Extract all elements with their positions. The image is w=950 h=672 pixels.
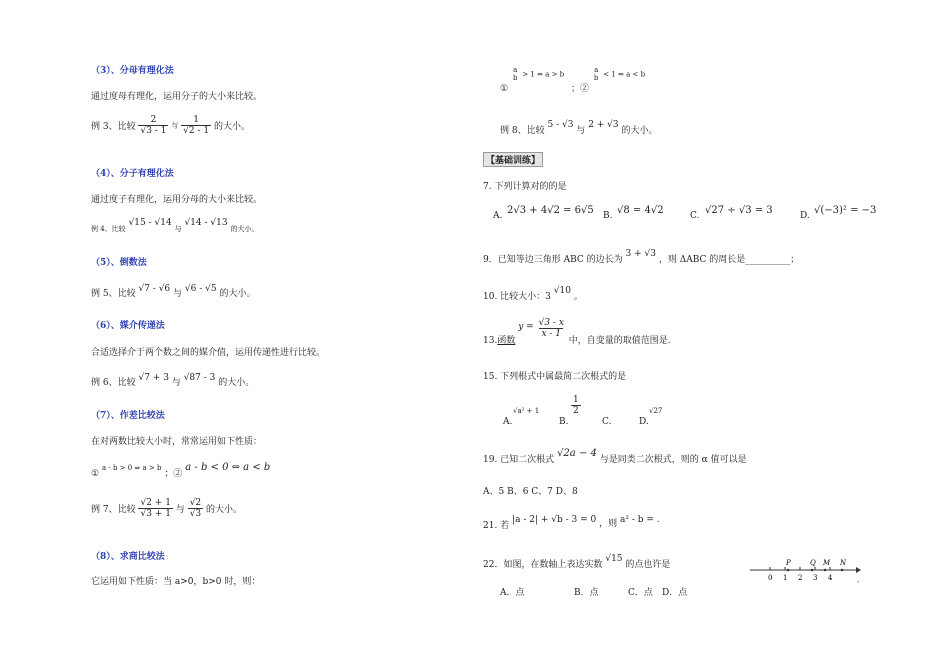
section-7-desc: 在对两数比较大小时，常常运用如下性质： — [91, 437, 263, 447]
example-6-expr-2: √87 - 3 — [183, 373, 216, 383]
question-10-expr: √10 — [553, 286, 571, 296]
example-7-prefix: 例 7、比较 — [91, 505, 136, 515]
question-19-expr: √2a − 4 — [557, 448, 597, 459]
question-21-expr: |a - 2| + √b - 3 = 0 — [512, 515, 597, 525]
property-2: a - b < 0 ⇔ a < b — [185, 462, 271, 473]
point-marker — [787, 569, 790, 572]
example-8-joiner: 与 — [576, 126, 586, 136]
example-6-joiner: 与 — [171, 378, 181, 388]
axis-tick-label: 3 — [813, 574, 818, 582]
question-7-options — [493, 205, 877, 225]
question-15-stem: 15. 下列根式中属最简二次根式的是 — [483, 372, 627, 382]
fraction-numerator: √2 — [189, 498, 202, 508]
question-22-prefix: 22．如图，在数轴上表达实数 — [483, 560, 603, 570]
question-22-expr: √15 — [605, 554, 623, 564]
option-d-label: D. — [800, 211, 810, 221]
example-7-fraction-2 — [188, 498, 203, 519]
fraction-denominator: b — [512, 74, 518, 82]
option-b-fraction — [571, 395, 581, 416]
option-c-label: C. — [690, 211, 700, 221]
option-b-expr: √8 = 4√2 — [617, 205, 664, 216]
section-8-heading: （8）、求商比较法 — [91, 552, 165, 562]
fraction-numerator: 2 — [150, 115, 157, 125]
property-line-7 — [91, 460, 271, 479]
question-7-stem: 7. 下列计算对的的是 — [483, 182, 567, 192]
question-19-options: A、5 B、6 C、7 D、8 — [483, 487, 578, 497]
example-4-joiner: 与 — [174, 225, 182, 233]
question-13-fraction — [537, 318, 566, 339]
axis-tick-label: 0 — [768, 574, 773, 582]
example-4-prefix: 例 4、比较 — [91, 225, 126, 233]
question-22 — [483, 551, 671, 570]
axis-tick-label: 1 — [783, 574, 788, 582]
question-22-options — [500, 585, 700, 599]
number-line-arrow-icon — [856, 567, 861, 573]
example-6-prefix: 例 6、比较 — [91, 378, 136, 388]
question-21 — [483, 512, 660, 531]
example-5 — [91, 281, 256, 299]
example-3-suffix: 的大小。 — [214, 122, 251, 132]
section-3-heading: （3）、分母有理化法 — [91, 66, 174, 76]
option-d-expr: √(−3)² = −3 — [814, 205, 877, 216]
point-marker — [824, 569, 827, 572]
fraction-denominator: √3 - 1 — [140, 126, 167, 136]
section-8-desc: 它运用如下性质：当 a>0，b>0 时，则： — [91, 577, 261, 587]
property-sep: ；② — [571, 83, 590, 94]
example-3-fraction-1 — [138, 115, 168, 136]
example-4 — [91, 218, 259, 233]
point-label: Q — [810, 559, 816, 567]
point-marker — [811, 569, 814, 572]
example-8-expr-2: 2 + √3 — [588, 120, 619, 130]
section-5-heading: （5）、倒数法 — [91, 258, 147, 268]
fraction-numerator: 1 — [193, 115, 200, 125]
option-c: C．点 — [628, 588, 653, 598]
question-10-prefix: 10. 比较大小：3 — [483, 292, 551, 302]
question-13-prefix: 13. — [483, 336, 498, 346]
fraction-denominator: b — [593, 74, 599, 82]
basic-training-tag: 【基础训练】 — [483, 152, 543, 167]
fraction-denominator: √3 — [189, 509, 202, 519]
option-c-label: C. — [602, 417, 612, 427]
option-a-label: A. — [503, 417, 513, 427]
point-label: P — [786, 559, 791, 567]
example-8-expr-1: 5 - √3 — [547, 120, 574, 130]
fraction-denominator: 2 — [573, 406, 579, 416]
question-13-suffix: 中，自变量的取值范围是. — [568, 336, 671, 346]
fraction-denominator: √3 + 1 — [140, 509, 171, 519]
example-7-joiner: 与 — [175, 505, 185, 515]
question-15-options — [503, 395, 723, 425]
example-3-joiner: 与 — [171, 121, 179, 130]
example-7-fraction-1 — [138, 498, 172, 519]
option-c-expr: √27 ÷ √3 = 3 — [705, 205, 773, 216]
question-9 — [483, 246, 800, 265]
question-9-expr: 3 + √3 — [625, 249, 656, 259]
function-link[interactable]: 函数 — [497, 336, 516, 346]
fraction-numerator: a — [513, 66, 518, 74]
question-21-expr-2: a² - b = — [619, 515, 654, 525]
option-a-expr: 2√3 + 4√2 = 6√5 — [507, 205, 594, 216]
question-10-suffix: 。 — [573, 292, 583, 302]
question-21-mid: ，则 — [599, 519, 618, 529]
fraction-numerator: √3 - x — [538, 318, 564, 328]
section-7-heading: （7）、作差比较法 — [91, 411, 165, 421]
example-5-joiner: 与 — [173, 289, 183, 299]
example-6-expr-1: √7 + 3 — [138, 373, 169, 383]
fraction-denominator: √2 - 1 — [183, 126, 210, 136]
option-d-label: D. — [639, 417, 649, 427]
example-3 — [91, 115, 250, 136]
section-3-desc: 通过度母有理化，运用分子的大小来比较。 — [91, 92, 263, 102]
point-marker — [841, 569, 844, 572]
example-5-expr-2: √6 - √5 — [184, 284, 217, 294]
example-5-suffix: 的大小。 — [219, 289, 256, 299]
point-label: M — [823, 559, 831, 567]
section-4-heading: （4）、分子有理化法 — [91, 169, 174, 179]
question-9-suffix: ，则 ΔABC 的周长是__________； — [658, 255, 800, 265]
section-6-desc: 合适选择介于两个数之间的媒介值，运用传递性进行比较。 — [91, 348, 326, 358]
option-b: B．点 — [574, 588, 599, 598]
question-10 — [483, 283, 583, 302]
question-21-suffix: . — [656, 515, 660, 525]
section-6-heading: （6）、媒介传递法 — [91, 321, 165, 331]
example-8-prefix: 例 8、比较 — [500, 126, 545, 136]
example-7 — [91, 498, 242, 519]
fraction-denominator: x - 1 — [541, 329, 562, 339]
quotient-property-2: < 1 ⇔ a < b — [603, 70, 646, 79]
option-b-label: B. — [603, 211, 613, 221]
quotient-properties — [500, 66, 646, 94]
example-4-expr-1: √15 - √14 — [128, 218, 172, 228]
point-label: N — [840, 559, 847, 567]
quotient-fraction-1 — [511, 66, 519, 82]
example-3-fraction-2 — [181, 115, 211, 136]
axis-tick-label: 4 — [828, 574, 833, 582]
example-4-suffix: 的大小。 — [230, 225, 259, 233]
option-a-expr: √a² + 1 — [513, 407, 540, 415]
option-a: A．点 — [500, 588, 525, 598]
property-1-marker: ① — [91, 469, 100, 479]
option-d: D．点 — [662, 588, 688, 598]
property-2-marker: ；② — [164, 469, 183, 479]
example-5-prefix: 例 5、比较 — [91, 289, 136, 299]
question-22-suffix: 的点也许是 — [625, 560, 671, 570]
example-7-suffix: 的大小。 — [206, 505, 243, 515]
example-6-suffix: 的大小。 — [218, 378, 255, 388]
axis-tick-label: 2 — [798, 574, 803, 582]
question-19 — [483, 446, 747, 465]
example-6 — [91, 370, 255, 388]
question-21-prefix: 21. 若 — [483, 521, 510, 531]
number-line — [748, 555, 863, 585]
question-9-prefix: 9．已知等边三角形 ABC 的边长为 — [483, 255, 623, 265]
property-1-marker: ① — [500, 83, 509, 94]
option-b-label: B. — [559, 417, 569, 427]
example-8-suffix: 的大小。 — [621, 126, 658, 136]
question-13-y: y = — [518, 322, 534, 332]
example-3-prefix: 例 3、比较 — [91, 122, 136, 132]
fraction-numerator: a — [594, 66, 599, 74]
property-1: a - b > 0 ⇔ a > b — [101, 464, 162, 472]
quotient-fraction-2 — [592, 66, 600, 82]
quotient-property-1: > 1 ⇔ a > b — [522, 70, 565, 79]
example-5-expr-1: √7 - √6 — [138, 284, 171, 294]
section-4-desc: 通过度子有理化，运用分母的大小来比较。 — [91, 195, 263, 205]
question-13 — [483, 318, 671, 346]
question-19-prefix: 19. 已知二次根式 — [483, 455, 555, 465]
option-a-label: A. — [493, 211, 503, 221]
example-8 — [500, 117, 658, 136]
fraction-numerator: 1 — [573, 395, 579, 405]
question-19-suffix: 与是同类二次根式，则的 α 值可以是 — [599, 455, 747, 465]
fraction-numerator: √2 + 1 — [140, 498, 171, 508]
option-d-expr: √27 — [649, 407, 663, 415]
example-4-expr-2: √14 - √13 — [184, 218, 228, 228]
